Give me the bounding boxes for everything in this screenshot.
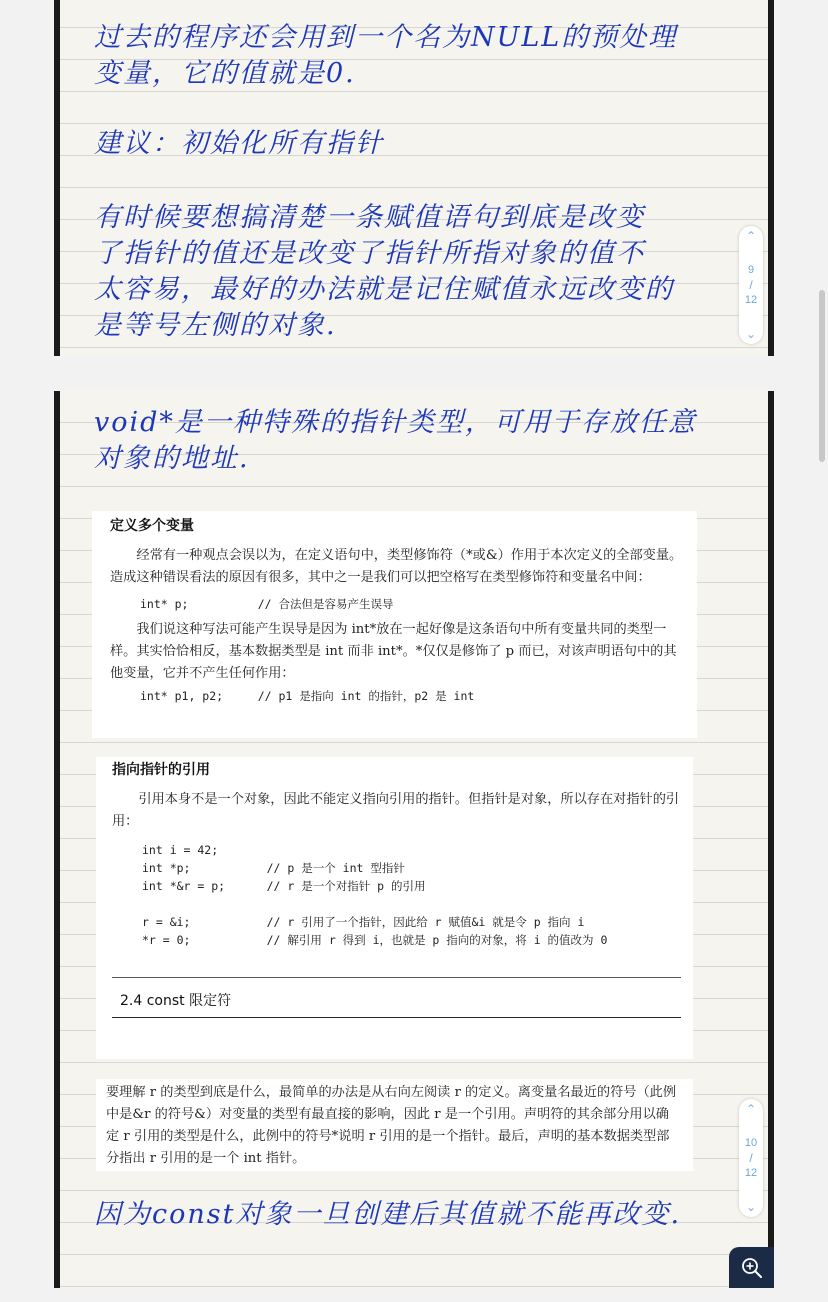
- handwriting-assign-line2: 了指针的值还是改变了指针所指对象的值不: [94, 238, 645, 269]
- handwriting-assign-line1: 有时候要想搞清楚一条赋值语句到底是改变: [94, 202, 645, 233]
- book-clip-pointer-reference: [96, 757, 693, 1059]
- page-indicator-top: [739, 226, 763, 344]
- handwriting-const-note: 因为const对象一旦创建后其值就不能再改变.: [94, 1199, 682, 1230]
- clip-heading: 定义多个变量: [110, 518, 194, 534]
- page-separator: /: [749, 277, 753, 292]
- handwriting-assign-line3: 太容易，最好的办法就是记住赋值永远改变的: [94, 274, 674, 305]
- handwriting-void-line2: 对象的地址.: [94, 443, 250, 474]
- page-indicator-bottom: [739, 1099, 763, 1217]
- page-edge-right: [768, 391, 774, 1288]
- page-current: 9: [747, 263, 755, 276]
- clip-paragraph: 要理解 r 的类型到底是什么，最简单的办法是从右向左阅读 r 的定义。离变量名最近的符号（此例中是&r 的符号&）对变量的类型有最直接的影响，因此 r 是一个引用。声明符的其余部分用以确定 r 引用的类型是什么，此例中的符号*说明 r 引用的是一个指针。最后，声明的基本数据类型部分指出 r 引用的是一个 int 指针。: [106, 1085, 677, 1166]
- note-page-top: [54, 0, 774, 356]
- section-title-const: 2.4 const 限定符: [112, 977, 681, 1018]
- page-separator: /: [749, 1150, 753, 1165]
- handwriting-advice: 建议：初始化所有指针: [94, 128, 384, 159]
- page-edge-left: [54, 0, 60, 356]
- clip-paragraph: 我们说这种写法可能产生误导是因为 int*放在一起好像是这条语句中所有变量共同的类型一样。其实恰恰相反，基本数据类型是 int 而非 int*。*仅仅是修饰了 p 而已，对该声明语句中的其他变量，它并不产生任何作用：: [110, 622, 677, 681]
- book-clip-multiple-variables: [92, 511, 697, 738]
- zoom-button[interactable]: [729, 1247, 774, 1288]
- page-edge-left: [54, 391, 60, 1288]
- code-snippet: int* p1, p2; // p1 是指向 int 的指针，p2 是 int: [140, 689, 475, 703]
- chevron-up-icon[interactable]: ⌃: [745, 229, 757, 243]
- handwriting-null-line2: 变量，它的值就是0.: [94, 58, 356, 89]
- zoom-in-icon: [741, 1257, 763, 1279]
- handwriting-void-line1: void*是一种特殊的指针类型，可用于存放任意: [94, 407, 697, 438]
- chevron-down-icon[interactable]: ⌄: [745, 327, 757, 341]
- page-edge-right: [768, 0, 774, 356]
- page-total: 12: [744, 1166, 758, 1179]
- code-snippet: int i = 42; int *p; // p 是一个 int 型指针 int *&r = p; // r 是一个对指针 p 的引用 r = &i; // r 引用了一个指针，因此给 r 赋值&i 就是令 p 指向 i *r = 0; // 解引用 r 得到 i，也就是 p 指向的对象，将 i 的值改为 0: [142, 843, 608, 947]
- book-clip-reading-declarations: [96, 1079, 693, 1171]
- vertical-scrollbar[interactable]: [819, 290, 825, 462]
- page-current: 10: [744, 1136, 758, 1149]
- handwriting-null-line1: 过去的程序还会用到一个名为NULL的预处理: [94, 22, 678, 53]
- page-total: 12: [744, 293, 758, 306]
- note-page-bottom: [54, 391, 774, 1288]
- clip-heading: 指向指针的引用: [112, 762, 210, 778]
- clip-paragraph: 引用本身不是一个对象，因此不能定义指向引用的指针。但指针是对象，所以存在对指针的引用：: [112, 792, 680, 829]
- code-snippet: int* p; // 合法但是容易产生误导: [140, 597, 394, 611]
- clip-paragraph: 经常有一种观点会误以为，在定义语句中，类型修饰符（*或&）作用于本次定义的全部变量。造成这种错误看法的原因有很多，其中之一是我们可以把空格写在类型修饰符和变量名中间：: [110, 548, 683, 585]
- chevron-up-icon[interactable]: ⌃: [745, 1102, 757, 1116]
- chevron-down-icon[interactable]: ⌄: [745, 1200, 757, 1214]
- handwriting-assign-line4: 是等号左侧的对象.: [94, 310, 337, 341]
